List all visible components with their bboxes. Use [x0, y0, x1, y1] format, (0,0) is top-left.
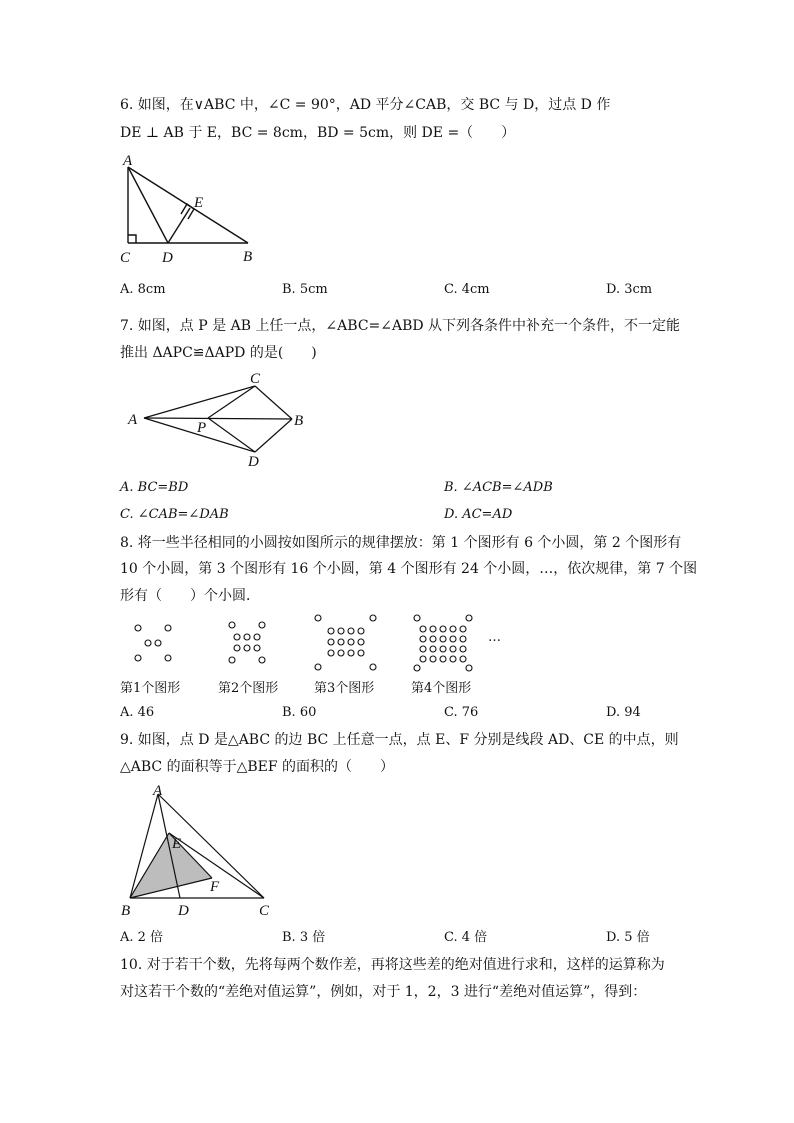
q6-label-b: B [243, 249, 253, 265]
q6-option-a[interactable]: A. 8cm [120, 282, 166, 297]
q8-caption-4: 第4个图形 [411, 681, 472, 696]
q8-ellipsis: … [488, 630, 501, 645]
q7-label-p: P [197, 420, 207, 436]
q9-label-a: A [153, 783, 163, 799]
q7-figure [120, 368, 320, 470]
q10-stem-line2: 对这若干个数的“差绝对值运算”，例如，对于 1，2，3 进行“差绝对值运算”，得到： [120, 984, 647, 1000]
q9-label-d: D [178, 903, 189, 919]
q6-option-b[interactable]: B. 5cm [282, 282, 328, 297]
q9-label-f: F [210, 879, 220, 895]
q9-option-c[interactable]: C. 4 倍 [444, 930, 488, 945]
q7-stem-line2: 推出 ΔAPC≌ΔAPD 的是( ) [120, 345, 317, 361]
q8-stem-line3: 形有（ ）个小圆． [120, 588, 260, 604]
q8-option-b[interactable]: B. 60 [282, 705, 317, 720]
q8-caption-3: 第3个图形 [314, 681, 375, 696]
q8-stem-line1: 8. 将一些半径相同的小圆按如图所示的规律摆放：第 1 个图形有 6 个小圆，第 2 个图形有 [120, 535, 682, 551]
q8-option-a[interactable]: A. 46 [120, 705, 155, 720]
q6-label-a: A [123, 153, 133, 169]
q8-option-c[interactable]: C. 76 [444, 705, 479, 720]
q7-option-a[interactable]: A. BC=BD [120, 480, 189, 495]
q6-option-c[interactable]: C. 4cm [444, 282, 490, 297]
q9-option-b[interactable]: B. 3 倍 [282, 930, 326, 945]
q7-label-b: B [294, 413, 304, 429]
q6-figure [112, 150, 272, 270]
q8-caption-2: 第2个图形 [218, 681, 279, 696]
q6-label-d: D [162, 250, 173, 266]
q9-figure [112, 780, 282, 920]
q7-stem-line1: 7. 如图，点 P 是 AB 上任一点，∠ABC=∠ABD 从下列各条件中补充一个条件，不一定能 [120, 318, 681, 334]
q7-option-d[interactable]: D. AC=AD [444, 507, 513, 522]
q9-stem-line2: △ABC 的面积等于△BEF 的面积的（ ） [120, 759, 395, 775]
q8-stem-line2: 10 个小圆，第 3 个图形有 16 个小圆，第 4 个图形有 24 个小圆，…，依次规律，第 7 个图 [120, 561, 698, 577]
q9-option-a[interactable]: A. 2 倍 [120, 930, 164, 945]
q6-stem-line2: DE ⊥ AB 于 E，BC = 8cm，BD = 5cm，则 DE =（ ） [120, 125, 516, 141]
q10-stem-line1: 10. 对于若干个数，先将每两个数作差，再将这些差的绝对值进行求和，这样的运算称为 [120, 957, 665, 973]
q7-label-c: C [250, 371, 261, 387]
q7-label-d: D [248, 454, 259, 470]
q9-stem-line1: 9. 如图，点 D 是△ABC 的边 BC 上任意一点，点 E、F 分别是线段 AD、CE 的中点，则 [120, 732, 679, 748]
q7-label-a: A [128, 412, 138, 428]
q9-label-b: B [121, 903, 131, 919]
q8-circle-patterns [120, 610, 520, 674]
q7-option-c[interactable]: C. ∠CAB=∠DAB [120, 507, 229, 522]
q9-label-e: E [172, 836, 182, 852]
q6-stem-line1: 6. 如图，在∨ABC 中，∠C = 90°，AD 平分∠CAB，交 BC 与 D，过点 D 作 [120, 97, 611, 113]
q9-option-d[interactable]: D. 5 倍 [606, 930, 650, 945]
q6-label-e: E [194, 195, 204, 211]
q6-label-c: C [120, 250, 131, 266]
q9-label-c: C [259, 903, 270, 919]
q7-option-b[interactable]: B. ∠ACB=∠ADB [444, 480, 553, 495]
q6-option-d[interactable]: D. 3cm [606, 282, 653, 297]
q8-caption-1: 第1个图形 [120, 681, 181, 696]
q8-option-d[interactable]: D. 94 [606, 705, 641, 720]
